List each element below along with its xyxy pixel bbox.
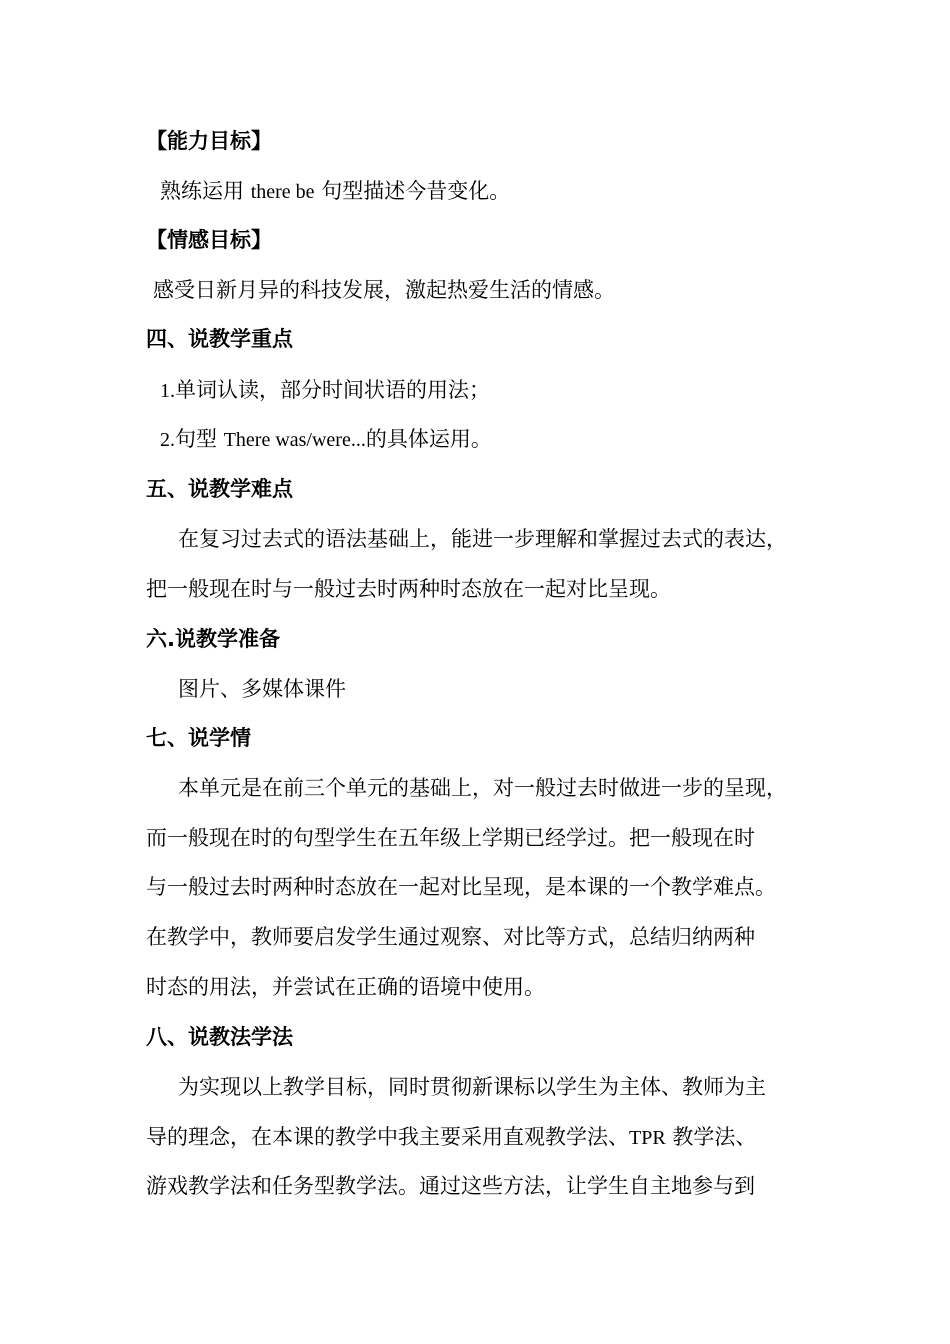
section4-item-1: [160, 377, 490, 404]
section7-line-1: 本单元是在前三个单元的基础上，对一般过去时做进一步的呈现，: [178, 776, 787, 800]
section5-line-1: 在复习过去式的语法基础上，能进一步理解和掌握过去式的表达，: [178, 527, 787, 551]
section4-heading: 四、说教学重点: [146, 327, 293, 351]
section6-heading: 六.说教学准备: [146, 627, 280, 651]
section7-line-4: 在教学中，教师要启发学生通过观察、对比等方式，总结归纳两种: [146, 925, 755, 949]
ability-goal-text-c: 句型描述今昔变化。: [314, 179, 511, 203]
section4-item-1-text: 单词认读，部分时间状语的用法；: [175, 378, 490, 402]
ability-goal-text-a: 熟练运用: [160, 179, 251, 203]
section4-item-2: [160, 426, 492, 453]
section8-line-2-text-b: TPR: [629, 1127, 666, 1149]
section8-line-2-text-c: 教学法、: [665, 1125, 757, 1149]
section7-line-3: 与一般过去时两种时态放在一起对比呈现，是本课的一个教学难点。: [146, 875, 776, 899]
section5-line-2: 把一般现在时与一般过去时两种时态放在一起对比呈现。: [146, 577, 671, 601]
ability-goal-text-b: there be: [250, 181, 315, 203]
section5-heading: 五、说教学难点: [146, 477, 293, 501]
section4-item-2-text-c: 的具体运用。: [365, 427, 492, 451]
section6-text: 图片、多媒体课件: [178, 677, 346, 701]
ability-goal-heading: 【能力目标】: [146, 129, 272, 153]
section8-line-2: [146, 1124, 756, 1151]
section4-item-2-text-b: There was/were...: [223, 429, 366, 451]
section8-line-2-text-a: 导的理念，在本课的教学中我主要采用直观教学法、: [146, 1125, 629, 1149]
section4-item-1-number: 1.: [160, 380, 175, 402]
emotion-goal-text: 感受日新月异的科技发展，激起热爱生活的情感。: [153, 278, 615, 302]
section8-heading: 八、说教法学法: [146, 1025, 293, 1049]
section7-heading: 七、说学情: [146, 726, 251, 750]
section7-line-5: 时态的用法，并尝试在正确的语境中使用。: [146, 975, 545, 999]
section7-line-2: 而一般现在时的句型学生在五年级上学期已经学过。把一般现在时: [146, 826, 755, 850]
section4-item-2-number: 2.: [160, 429, 175, 451]
section8-line-1: 为实现以上教学目标，同时贯彻新课标以学生为主体、教师为主: [178, 1075, 766, 1099]
ability-goal-text: [160, 178, 510, 205]
section4-item-2-text-a: 句型: [175, 427, 224, 451]
section8-line-3: 游戏教学法和任务型教学法。通过这些方法，让学生自主地参与到: [146, 1174, 755, 1198]
emotion-goal-heading: 【情感目标】: [146, 228, 272, 252]
